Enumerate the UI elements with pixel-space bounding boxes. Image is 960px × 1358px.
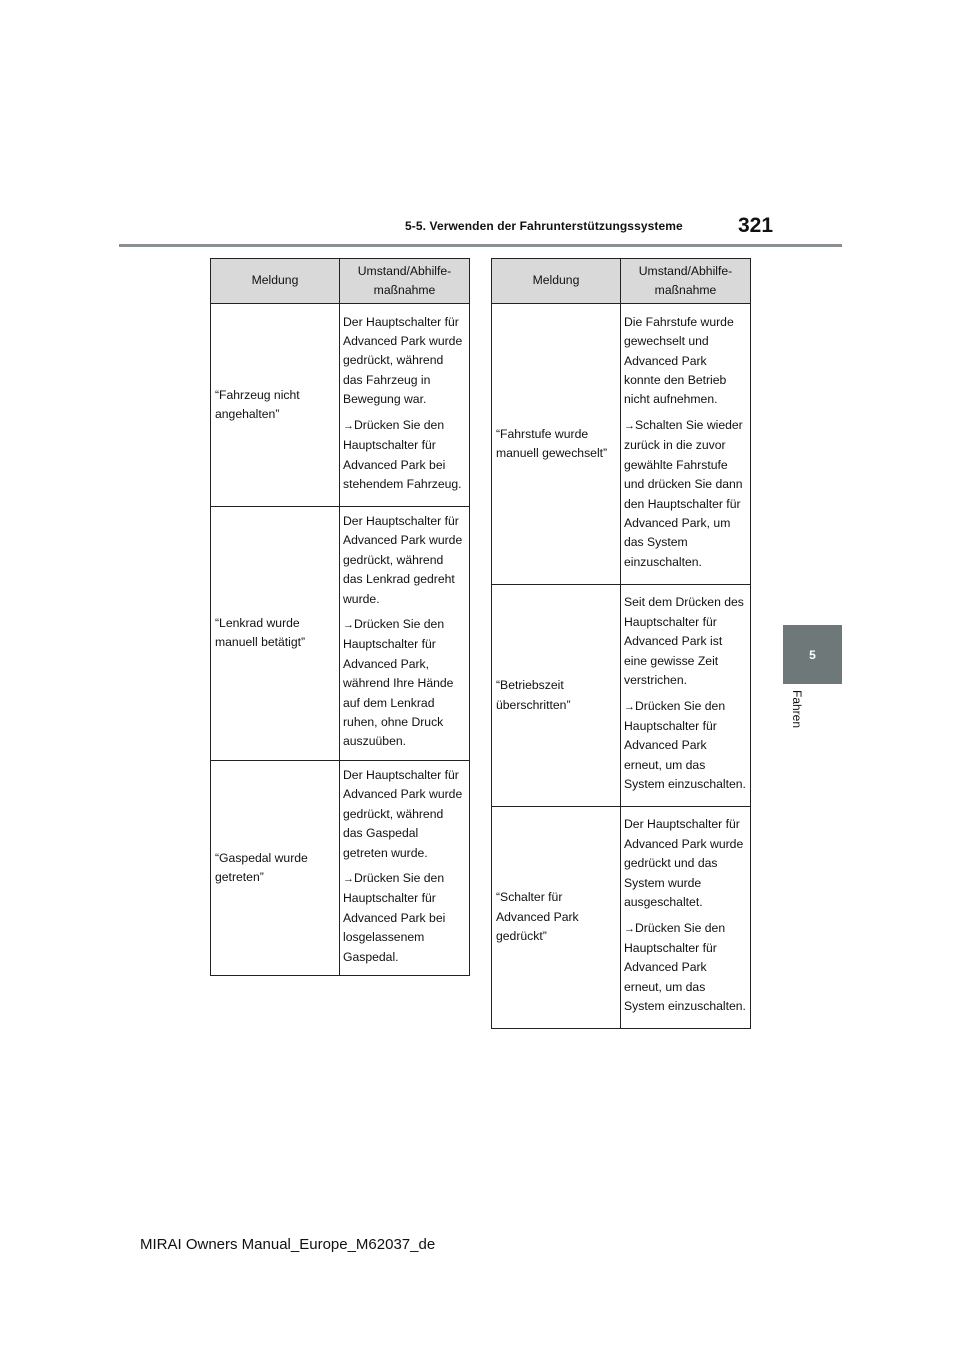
table-header-row [492, 259, 751, 304]
cause-text: Die Fahrstufe wurde gewechselt und Advanced Park konnte den Betrieb nicht aufnehmen. [624, 314, 734, 407]
left-message-table [210, 258, 470, 976]
cause-text: Der Hauptschalter für Advanced Park wurde gedrückt, während das Fahrzeug in Bewegung war. [343, 314, 463, 407]
arrow-right-icon: → [343, 619, 354, 632]
message-cell: “Lenkrad wurde manuell betätigt” [211, 507, 340, 761]
cause-text: Der Hauptschalter für Advanced Park wurde gedrückt, während das Lenkrad gedreht wurde. [343, 514, 463, 606]
table-header-row [211, 259, 470, 304]
chapter-number: 5 [809, 647, 816, 662]
action-text: →Drücken Sie den Hauptschalter für Advanced Park erneut, um das System einzuschalten. [624, 698, 746, 792]
cause-text: Der Hauptschalter für Advanced Park wurde gedrückt, während das Gaspedal getreten wurde. [343, 767, 463, 860]
remedy-cell [621, 807, 751, 1029]
remedy-cell [621, 585, 751, 807]
arrow-right-icon: → [624, 922, 635, 935]
arrow-right-icon: → [343, 419, 354, 432]
table-row [211, 507, 470, 761]
section-title: 5-5. Verwenden der Fahrunterstützungssysteme [405, 219, 683, 233]
right-message-table [491, 258, 751, 1029]
header-remedy: Umstand/Abhilfe-maßnahme [340, 259, 470, 304]
arrow-right-icon: → [343, 872, 354, 885]
action-text: →Drücken Sie den Hauptschalter für Advanced Park bei stehendem Fahrzeug. [343, 417, 462, 491]
header-remedy: Umstand/Abhilfe-maßnahme [621, 259, 751, 304]
message-cell: “Schalter für Advanced Park gedrückt” [492, 807, 621, 1029]
page-number: 321 [738, 214, 774, 237]
table-row [211, 760, 470, 975]
table-row [492, 807, 751, 1029]
message-cell: “Fahrstufe wurde manuell gewechselt” [492, 304, 621, 585]
message-cell: “Betriebszeit überschritten” [492, 585, 621, 807]
action-text: →Schalten Sie wieder zurück in die zuvor gewählte Fahrstufe und drücken Sie dann den Hauptschalter für Advanced Park, um das System einzuschalten. [624, 417, 743, 569]
action-text: →Drücken Sie den Hauptschalter für Advanced Park, während Ihre Hände auf dem Lenkrad ruhen, ohne Druck auszuüben. [343, 617, 454, 749]
header-message: Meldung [211, 259, 340, 304]
table-row [492, 304, 751, 585]
manual-footer: MIRAI Owners Manual_Europe_M62037_de [140, 1236, 436, 1253]
chapter-label: Fahren [790, 690, 804, 729]
action-text: →Drücken Sie den Hauptschalter für Advanced Park bei losgelassenem Gaspedal. [343, 870, 446, 964]
table-row [492, 585, 751, 807]
arrow-right-icon: → [624, 700, 635, 713]
header-divider [119, 244, 842, 247]
cause-text: Der Hauptschalter für Advanced Park wurde gedrückt und das System wurde ausgeschaltet. [624, 817, 744, 910]
header-message: Meldung [492, 259, 621, 304]
arrow-right-icon: → [624, 419, 635, 432]
action-text: →Drücken Sie den Hauptschalter für Advanced Park erneut, um das System einzuschalten. [624, 920, 746, 1014]
remedy-cell [340, 507, 470, 761]
remedy-cell [621, 304, 751, 585]
message-cell: “Gaspedal wurde getreten” [211, 760, 340, 975]
remedy-cell [340, 304, 470, 507]
table-row [211, 304, 470, 507]
chapter-tab [783, 625, 842, 684]
cause-text: Seit dem Drücken des Hauptschalter für Advanced Park ist eine gewisse Zeit verstrichen. [624, 595, 744, 688]
message-cell: “Fahrzeug nicht angehalten” [211, 304, 340, 507]
remedy-cell [340, 760, 470, 975]
